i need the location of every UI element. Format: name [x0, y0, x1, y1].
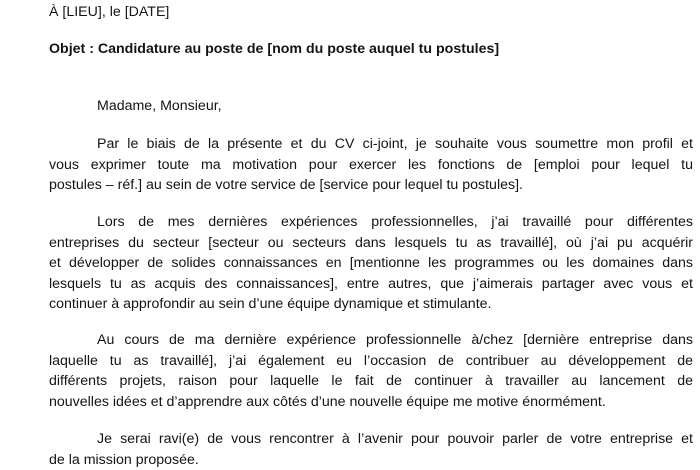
paragraph-line: vous exprimer toute ma motivation pour exercer les fonctions de [emploi pour lequel tu: [49, 156, 693, 173]
paragraph-2: [49, 212, 693, 315]
salutation: Madame, Monsieur,: [97, 98, 222, 114]
paragraph-line: entreprises du secteur [secteur ou secteurs dans lesquels tu as travaillé], où j’ai pu acquérir: [49, 234, 693, 251]
paragraph-1: [49, 134, 693, 196]
paragraph-line: laquelle tu as travaillé], j’ai également eu l’occasion de contribuer au développement de: [49, 352, 693, 369]
paragraph-line: Par le biais de la présente et du CV ci-joint, je souhaite vous soumettre mon profil et: [97, 136, 693, 152]
paragraph-line: Au cours de ma dernière expérience professionnelle à/chez [dernière entreprise dans: [97, 332, 693, 348]
place-date-line: À [LIEU], le [DATE]: [49, 4, 170, 20]
paragraph-line: Lors de mes dernières expériences professionnelles, j’ai travaillé pour différentes: [97, 214, 693, 230]
paragraph-3: [49, 330, 693, 412]
paragraph-line: continuer à approfondir au sein d’une équipe dynamique et stimulante.: [49, 296, 492, 312]
paragraph-4: [49, 429, 693, 470]
subject-line: Objet : Candidature au poste de [nom du poste auquel tu postules]: [49, 41, 500, 57]
paragraph-line: lesquels tu as acquis des connaissances], entre autres, que j’aimerais partager avec vous et: [49, 275, 693, 292]
paragraph-line: de la mission proposée.: [49, 451, 199, 468]
paragraph-line: postules – réf.] au sein de votre service de [service pour lequel tu postules].: [49, 177, 523, 193]
paragraph-line: nouvelles idées et d’apprendre aux côtés d’une nouvelle équipe me motive énormément.: [49, 393, 606, 410]
paragraph-line: et développer de solides connaissances en [mentionne les programmes ou les domaines dans: [49, 255, 693, 271]
paragraph-line: Je serai ravi(e) de vous rencontrer à l’avenir pour pouvoir parler de votre entreprise et: [97, 431, 693, 447]
paragraph-line: différents projets, raison pour laquelle le fait de continuer à travailler au lancement de: [49, 373, 693, 389]
